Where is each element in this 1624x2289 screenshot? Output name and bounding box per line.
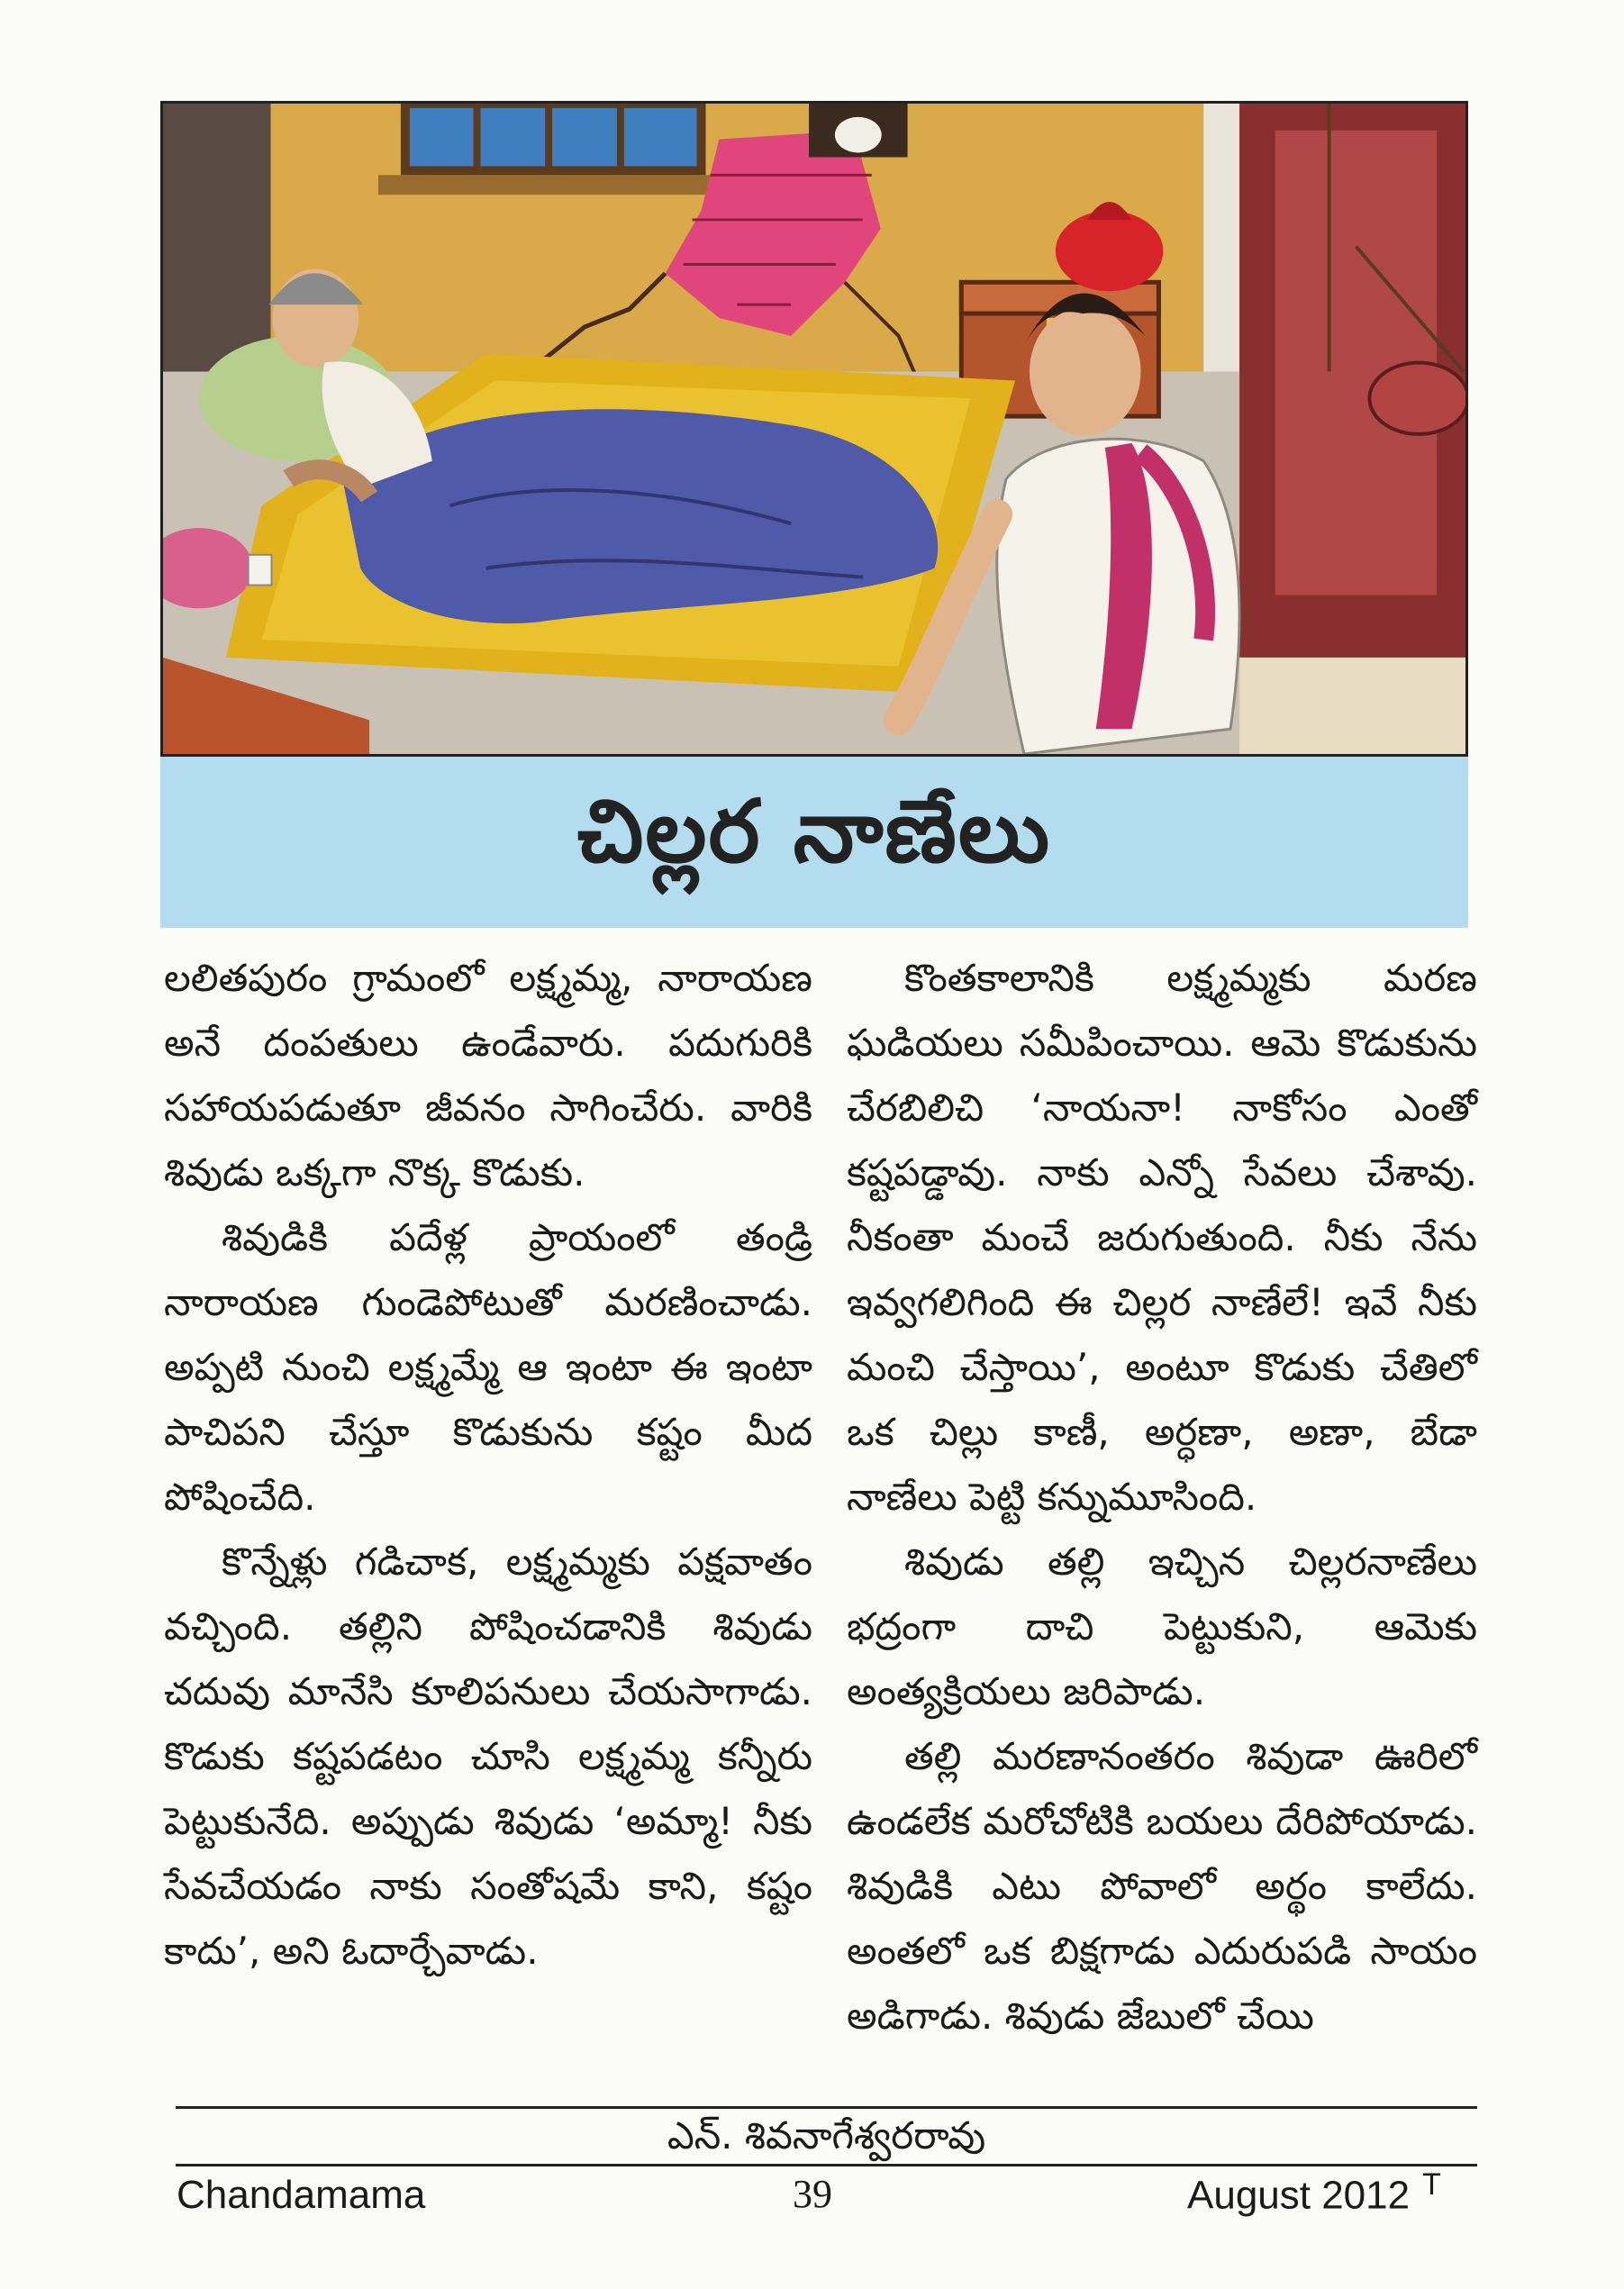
paragraph: కొన్నేళ్లు గడిచాక, లక్ష్మమ్మకు పక్షవాతం వచ్చింది. తల్లిని పోషించడానికి శివుడు చదువు మానేసి కూలిపనులు చేయసాగాడు. కొడుకు కష్టపడటం చూసి లక్ష్మమ్మ కన్నీరు పెట్టుకునేది. అప్పుడు శివుడు ‘అమ్మా! నీకు సేవచేయడం నాకు సంతోషమే కాని, కష్టం కాదు’, అని ఓదార్చేవాడు.: [164, 1540, 812, 1973]
paragraph: కొంతకాలానికి లక్ష్మమ్మకు మరణ ఘడియలు సమీపించాయి. ఆమె కొడుకును చేరబిలిచి ‘నాయనా! నాకోసం ఎంతో కష్టపడ్డావు. నాకు ఎన్నో సేవలు చేశావు. నీకంతా మంచే జరుగుతుంది. నీకు నేను ఇవ్వగలిగింది ఈ చిల్లర నాణేలే! ఇవే నీకు మంచి చేస్తాయి’, అంటూ కొడుకు చేతిలో ఒక చిల్లు కాణీ, అర్ధణా, అణా, బేడా నాణేలు పెట్టి కన్నుమూసింది.: [847, 956, 1477, 1519]
title-band: [160, 757, 1468, 928]
magazine-name: Chandamama: [177, 2173, 426, 2217]
paragraph: శివుడికి పదేళ్ల ప్రాయంలో తండ్రి నారాయణ గుండెపోటుతో మరణించాడు. అప్పటి నుంచి లక్ష్మమ్మే ఆ ఇంటా ఈ ఇంటా పాచిపని చేస్తూ కొడుకును కష్టం మీద పోషించేది.: [164, 1215, 812, 1519]
issue-date: August 2012: [1187, 2173, 1411, 2218]
story-column-left: [164, 946, 812, 1984]
illustration-drawing: [163, 104, 1465, 754]
paragraph: శివుడు తల్లి ఇచ్చిన చిల్లరనాణేలు భద్రంగా దాచి పెట్టుకుని, ఆమెకు అంత్యక్రియలు జరిపాడు.: [847, 1540, 1477, 1713]
story-illustration: [160, 101, 1468, 757]
paragraph: లలితపురం గ్రామంలో లక్ష్మమ్మ, నారాయణ అనే దంపతులు ఉండేవారు. పదుగురికి సహాయపడుతూ జీవనం సాగించేరు. వారికి శివుడు ఒక్కగా నొక్క కొడుకు.: [164, 956, 812, 1194]
paragraph: తల్లి మరణానంతరం శివుడా ఊరిలో ఉండలేక మరోచోటికి బయలు దేరిపోయాడు. శివుడికి ఎటు పోవాలో అర్థం కాలేదు. అంతలో ఒక బిక్షగాడు ఎదురుపడి సాయం అడిగాడు. శివుడు జేబులో చేయి: [847, 1734, 1477, 2038]
author-name: ఎన్. శివనాగేశ్వరరావు: [667, 2113, 986, 2157]
story-column-right: [847, 946, 1477, 2048]
author-rule-bottom: [176, 2164, 1477, 2166]
footer-mark: T: [1422, 2167, 1441, 2202]
story-title: చిల్లర నాణేలు: [576, 781, 1052, 882]
issue-date-block: [1187, 2167, 1441, 2219]
page-number: 39: [793, 2172, 832, 2216]
author-rule-top: [176, 2106, 1477, 2109]
